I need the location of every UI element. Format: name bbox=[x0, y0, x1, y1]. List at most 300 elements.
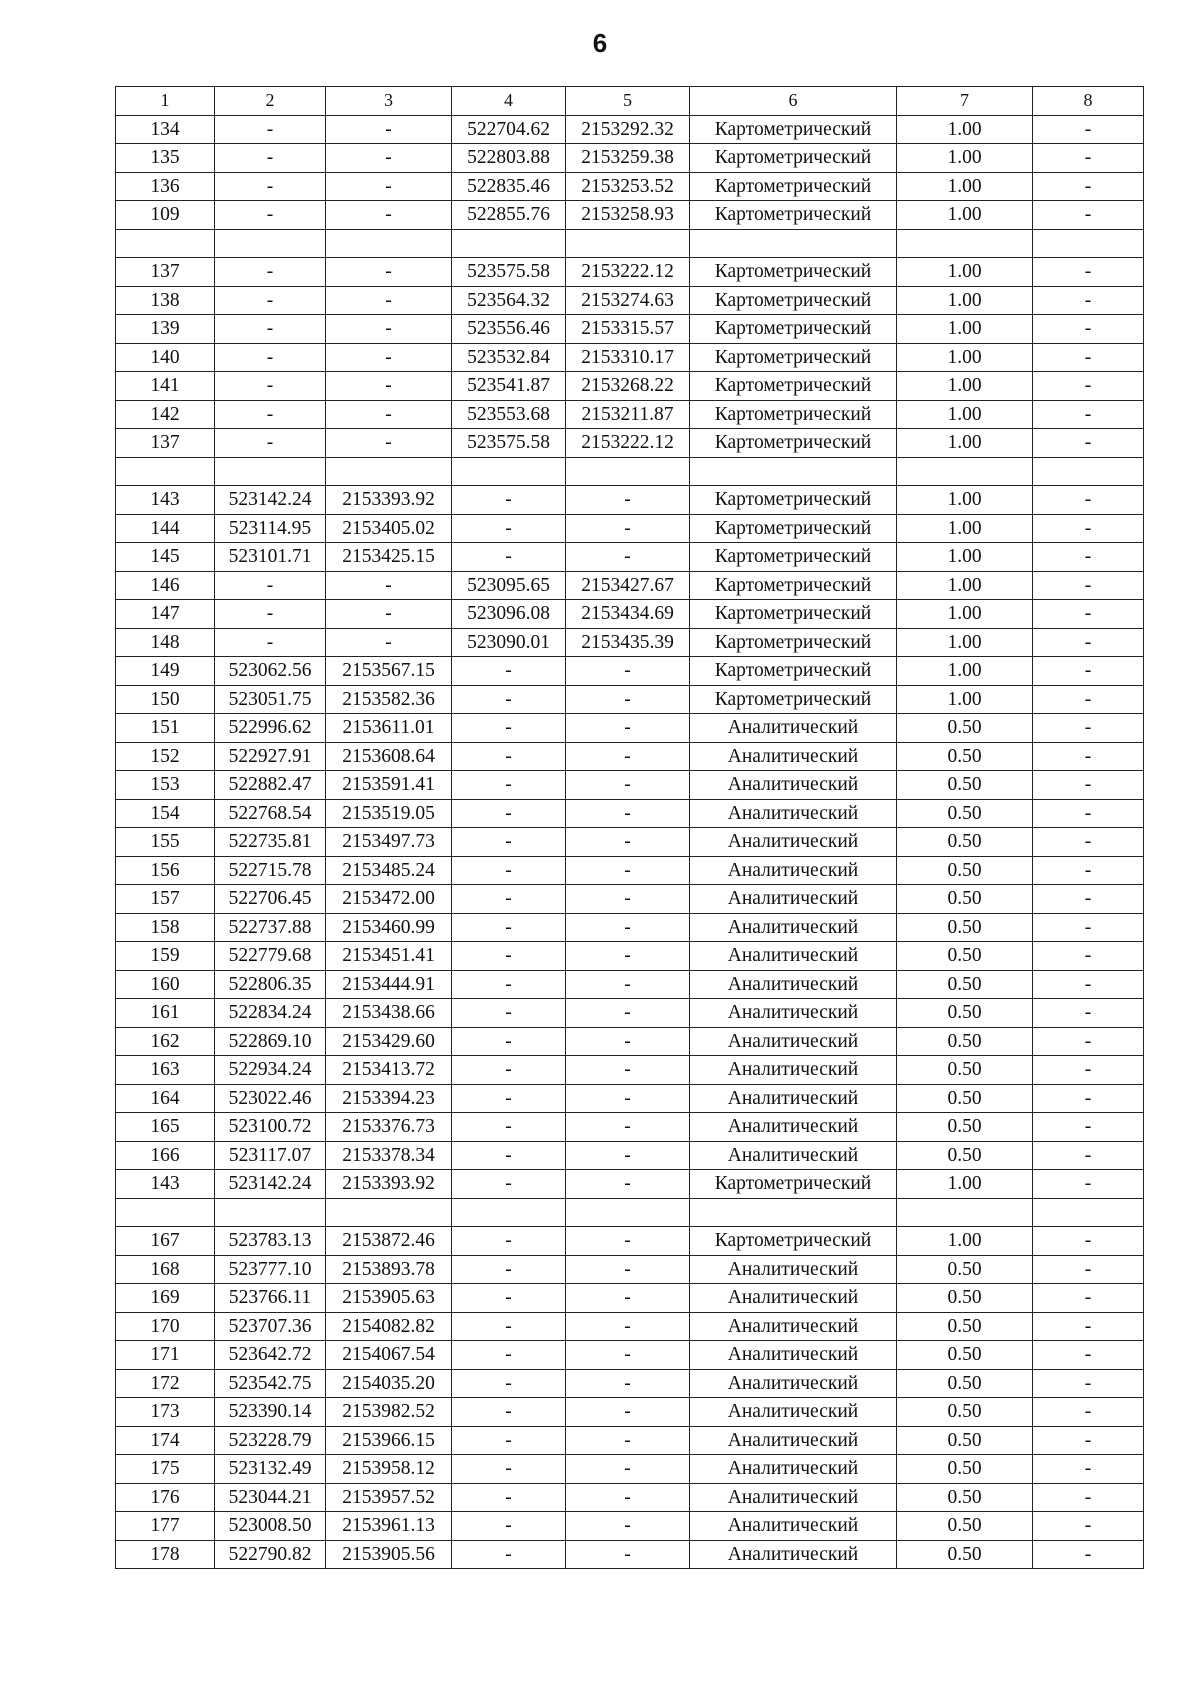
table-cell: 1.00 bbox=[897, 315, 1033, 344]
table-cell: 522768.54 bbox=[215, 799, 326, 828]
table-row bbox=[116, 913, 1144, 942]
table-cell: - bbox=[452, 1255, 566, 1284]
table-cell: - bbox=[326, 286, 452, 315]
table-cell: Аналитический bbox=[690, 1312, 897, 1341]
table-cell: Аналитический bbox=[690, 999, 897, 1028]
table-row bbox=[116, 429, 1144, 458]
table-cell: 170 bbox=[116, 1312, 215, 1341]
table-cell: Аналитический bbox=[690, 1398, 897, 1427]
table-cell: Картометрический bbox=[690, 628, 897, 657]
table-cell: 1.00 bbox=[897, 543, 1033, 572]
table-row bbox=[116, 115, 1144, 144]
table-cell: - bbox=[566, 486, 690, 515]
table-cell: - bbox=[566, 1398, 690, 1427]
table-cell: - bbox=[1033, 514, 1144, 543]
table-cell: 0.50 bbox=[897, 942, 1033, 971]
table-cell: 522927.91 bbox=[215, 742, 326, 771]
table-cell: - bbox=[566, 942, 690, 971]
table-cell: - bbox=[452, 1341, 566, 1370]
table-cell: - bbox=[452, 1084, 566, 1113]
table-cell: 0.50 bbox=[897, 1255, 1033, 1284]
table-row bbox=[116, 942, 1144, 971]
table-cell: 145 bbox=[116, 543, 215, 572]
table-cell bbox=[1033, 457, 1144, 486]
table-cell: 0.50 bbox=[897, 1084, 1033, 1113]
table-cell: - bbox=[452, 1369, 566, 1398]
table-cell bbox=[690, 229, 897, 258]
table-cell: 162 bbox=[116, 1027, 215, 1056]
table-cell: 1.00 bbox=[897, 372, 1033, 401]
table-cell: 523051.75 bbox=[215, 685, 326, 714]
table-row bbox=[116, 600, 1144, 629]
table-row bbox=[116, 372, 1144, 401]
table-row bbox=[116, 1027, 1144, 1056]
table-cell: 2153429.60 bbox=[326, 1027, 452, 1056]
table-cell bbox=[566, 1198, 690, 1227]
table-cell: 523142.24 bbox=[215, 1170, 326, 1199]
table-cell bbox=[1033, 1198, 1144, 1227]
table-cell: - bbox=[215, 258, 326, 287]
table-cell: Картометрический bbox=[690, 258, 897, 287]
table-cell: 171 bbox=[116, 1341, 215, 1370]
table-cell: 1.00 bbox=[897, 657, 1033, 686]
table-cell: 2153966.15 bbox=[326, 1426, 452, 1455]
table-cell: 178 bbox=[116, 1540, 215, 1569]
table-cell: 0.50 bbox=[897, 1540, 1033, 1569]
table-cell: 2153222.12 bbox=[566, 258, 690, 287]
table-cell: 2153961.13 bbox=[326, 1512, 452, 1541]
table-cell: - bbox=[215, 628, 326, 657]
table-cell: 2153982.52 bbox=[326, 1398, 452, 1427]
table-cell: 1.00 bbox=[897, 628, 1033, 657]
column-header: 3 bbox=[326, 87, 452, 116]
table-row bbox=[116, 1255, 1144, 1284]
table-cell: 159 bbox=[116, 942, 215, 971]
table-cell: - bbox=[452, 657, 566, 686]
table-row bbox=[116, 1483, 1144, 1512]
table-cell: - bbox=[566, 970, 690, 999]
table-cell: Картометрический bbox=[690, 372, 897, 401]
table-cell: 138 bbox=[116, 286, 215, 315]
table-cell: - bbox=[326, 115, 452, 144]
table-cell: - bbox=[1033, 856, 1144, 885]
table-cell: - bbox=[452, 913, 566, 942]
table-cell: - bbox=[1033, 1027, 1144, 1056]
table-cell: 523044.21 bbox=[215, 1483, 326, 1512]
table-row bbox=[116, 514, 1144, 543]
table-cell: 144 bbox=[116, 514, 215, 543]
table-cell: - bbox=[215, 372, 326, 401]
table-row bbox=[116, 685, 1144, 714]
table-cell: 153 bbox=[116, 771, 215, 800]
table-cell: 2153444.91 bbox=[326, 970, 452, 999]
table-cell: 160 bbox=[116, 970, 215, 999]
table-cell: 137 bbox=[116, 258, 215, 287]
table-cell: 1.00 bbox=[897, 1227, 1033, 1256]
table-cell: - bbox=[1033, 1170, 1144, 1199]
table-cell: 523062.56 bbox=[215, 657, 326, 686]
table-cell: 2153497.73 bbox=[326, 828, 452, 857]
table-cell: 157 bbox=[116, 885, 215, 914]
table-cell: - bbox=[452, 714, 566, 743]
table-cell: - bbox=[1033, 172, 1144, 201]
table-cell: Картометрический bbox=[690, 657, 897, 686]
table-cell: 2153905.56 bbox=[326, 1540, 452, 1569]
table-cell bbox=[897, 457, 1033, 486]
table-cell: 523564.32 bbox=[452, 286, 566, 315]
table-cell: - bbox=[326, 172, 452, 201]
table-cell: - bbox=[452, 999, 566, 1028]
table-cell: 522835.46 bbox=[452, 172, 566, 201]
table-cell: Картометрический bbox=[690, 400, 897, 429]
table-cell: - bbox=[566, 1455, 690, 1484]
table-cell: - bbox=[452, 1227, 566, 1256]
table-cell: 523642.72 bbox=[215, 1341, 326, 1370]
table-cell: 2153315.57 bbox=[566, 315, 690, 344]
table-cell: - bbox=[452, 1483, 566, 1512]
table-cell: Аналитический bbox=[690, 913, 897, 942]
table-cell bbox=[452, 457, 566, 486]
table-cell bbox=[452, 229, 566, 258]
table-cell: Картометрический bbox=[690, 144, 897, 173]
table-cell: - bbox=[1033, 1312, 1144, 1341]
table-cell: - bbox=[566, 1255, 690, 1284]
table-cell: - bbox=[1033, 1084, 1144, 1113]
table-cell: - bbox=[326, 372, 452, 401]
table-row bbox=[116, 714, 1144, 743]
table-row bbox=[116, 742, 1144, 771]
table-cell: 2153485.24 bbox=[326, 856, 452, 885]
table-cell: - bbox=[452, 1056, 566, 1085]
table-cell bbox=[897, 1198, 1033, 1227]
table-cell: Аналитический bbox=[690, 1056, 897, 1085]
table-cell: 523575.58 bbox=[452, 258, 566, 287]
table-cell: 0.50 bbox=[897, 714, 1033, 743]
table-cell: 2153376.73 bbox=[326, 1113, 452, 1142]
table-cell: Картометрический bbox=[690, 172, 897, 201]
table-row bbox=[116, 543, 1144, 572]
table-cell: - bbox=[215, 286, 326, 315]
table-cell: - bbox=[1033, 828, 1144, 857]
table-cell: 2153268.22 bbox=[566, 372, 690, 401]
table-cell: 143 bbox=[116, 486, 215, 515]
table-cell: - bbox=[215, 429, 326, 458]
table-cell: - bbox=[452, 1426, 566, 1455]
table-body bbox=[116, 115, 1144, 1569]
table-cell: 523114.95 bbox=[215, 514, 326, 543]
table-cell: Аналитический bbox=[690, 1455, 897, 1484]
table-cell: 523101.71 bbox=[215, 543, 326, 572]
page-number: 6 bbox=[592, 28, 608, 58]
table-cell bbox=[215, 229, 326, 258]
table-cell: - bbox=[566, 1170, 690, 1199]
table-row bbox=[116, 657, 1144, 686]
table-cell: 523090.01 bbox=[452, 628, 566, 657]
table-cell: Аналитический bbox=[690, 885, 897, 914]
table-cell: 0.50 bbox=[897, 1512, 1033, 1541]
table-cell: - bbox=[566, 685, 690, 714]
table-cell: 158 bbox=[116, 913, 215, 942]
table-cell: 167 bbox=[116, 1227, 215, 1256]
table-cell: 2153451.41 bbox=[326, 942, 452, 971]
table-cell bbox=[566, 457, 690, 486]
table-cell: 2153460.99 bbox=[326, 913, 452, 942]
table-cell: Картометрический bbox=[690, 685, 897, 714]
table-cell: 166 bbox=[116, 1141, 215, 1170]
table-cell: - bbox=[326, 343, 452, 372]
table-row bbox=[116, 885, 1144, 914]
table-row bbox=[116, 799, 1144, 828]
table-cell: 0.50 bbox=[897, 1312, 1033, 1341]
table-cell: 156 bbox=[116, 856, 215, 885]
table-row bbox=[116, 828, 1144, 857]
table-cell: 523783.13 bbox=[215, 1227, 326, 1256]
table-cell bbox=[690, 457, 897, 486]
table-cell: - bbox=[452, 1170, 566, 1199]
table-cell: - bbox=[566, 1056, 690, 1085]
column-header: 4 bbox=[452, 87, 566, 116]
table-cell: Картометрический bbox=[690, 486, 897, 515]
table-cell: - bbox=[1033, 1483, 1144, 1512]
column-header: 5 bbox=[566, 87, 690, 116]
table-cell: 161 bbox=[116, 999, 215, 1028]
table-row bbox=[116, 229, 1144, 258]
table-cell: Аналитический bbox=[690, 1113, 897, 1142]
table-cell: Аналитический bbox=[690, 742, 897, 771]
table-cell: - bbox=[1033, 1369, 1144, 1398]
table-cell: 2153274.63 bbox=[566, 286, 690, 315]
table-cell: 2153434.69 bbox=[566, 600, 690, 629]
table-cell: 2153211.87 bbox=[566, 400, 690, 429]
table-cell: 523132.49 bbox=[215, 1455, 326, 1484]
table-cell: - bbox=[566, 913, 690, 942]
table-cell: - bbox=[1033, 571, 1144, 600]
table-cell: 2153258.93 bbox=[566, 201, 690, 230]
table-cell: 2153394.23 bbox=[326, 1084, 452, 1113]
table-cell: 0.50 bbox=[897, 856, 1033, 885]
table-cell: - bbox=[452, 942, 566, 971]
table-cell: 2154035.20 bbox=[326, 1369, 452, 1398]
table-row bbox=[116, 201, 1144, 230]
table-cell: Аналитический bbox=[690, 1369, 897, 1398]
table-cell: 151 bbox=[116, 714, 215, 743]
table-cell: 155 bbox=[116, 828, 215, 857]
table-cell: - bbox=[566, 999, 690, 1028]
table-cell: - bbox=[1033, 942, 1144, 971]
table-cell: - bbox=[1033, 1398, 1144, 1427]
table-cell: 0.50 bbox=[897, 1426, 1033, 1455]
table-row bbox=[116, 315, 1144, 344]
table-cell: - bbox=[566, 1341, 690, 1370]
column-header: 8 bbox=[1033, 87, 1144, 116]
table-cell: - bbox=[452, 771, 566, 800]
table-cell: 523008.50 bbox=[215, 1512, 326, 1541]
table-cell: 173 bbox=[116, 1398, 215, 1427]
table-cell: - bbox=[1033, 1426, 1144, 1455]
table-cell: 139 bbox=[116, 315, 215, 344]
table-cell: - bbox=[1033, 600, 1144, 629]
table-cell: - bbox=[566, 742, 690, 771]
table-cell: - bbox=[452, 1027, 566, 1056]
table-cell: Аналитический bbox=[690, 1027, 897, 1056]
table-row bbox=[116, 771, 1144, 800]
table-cell: 0.50 bbox=[897, 1341, 1033, 1370]
table-cell: 2153591.41 bbox=[326, 771, 452, 800]
table-cell bbox=[326, 1198, 452, 1227]
table-row bbox=[116, 999, 1144, 1028]
table-cell: 523532.84 bbox=[452, 343, 566, 372]
table-cell: - bbox=[215, 400, 326, 429]
table-cell: 522715.78 bbox=[215, 856, 326, 885]
table-cell: - bbox=[1033, 201, 1144, 230]
table-row bbox=[116, 1312, 1144, 1341]
table-cell: Картометрический bbox=[690, 1227, 897, 1256]
column-header: 7 bbox=[897, 87, 1033, 116]
table-cell: - bbox=[1033, 1455, 1144, 1484]
table-cell: - bbox=[452, 543, 566, 572]
table-row bbox=[116, 571, 1144, 600]
table-cell: - bbox=[215, 144, 326, 173]
table-cell: 0.50 bbox=[897, 1141, 1033, 1170]
table-cell: Картометрический bbox=[690, 1170, 897, 1199]
table-cell: 1.00 bbox=[897, 400, 1033, 429]
table-cell: 0.50 bbox=[897, 771, 1033, 800]
table-cell: - bbox=[1033, 1056, 1144, 1085]
table-cell: Аналитический bbox=[690, 1141, 897, 1170]
table-cell: 0.50 bbox=[897, 828, 1033, 857]
table-cell: 140 bbox=[116, 343, 215, 372]
table-cell: - bbox=[1033, 1113, 1144, 1142]
table-cell: 0.50 bbox=[897, 1113, 1033, 1142]
table-cell: - bbox=[1033, 1341, 1144, 1370]
table-cell: 142 bbox=[116, 400, 215, 429]
table-cell: - bbox=[566, 1113, 690, 1142]
table-cell: 141 bbox=[116, 372, 215, 401]
table-cell: Картометрический bbox=[690, 543, 897, 572]
table-row bbox=[116, 970, 1144, 999]
table-cell: 522706.45 bbox=[215, 885, 326, 914]
table-cell: 164 bbox=[116, 1084, 215, 1113]
table-cell: 0.50 bbox=[897, 885, 1033, 914]
table-cell: - bbox=[215, 600, 326, 629]
table-cell: 2153413.72 bbox=[326, 1056, 452, 1085]
table-cell: - bbox=[452, 1398, 566, 1427]
table-cell: 169 bbox=[116, 1284, 215, 1313]
table-cell: 522855.76 bbox=[452, 201, 566, 230]
table-cell: Аналитический bbox=[690, 942, 897, 971]
table-cell: - bbox=[566, 1084, 690, 1113]
table-cell: 174 bbox=[116, 1426, 215, 1455]
table-row bbox=[116, 400, 1144, 429]
table-cell: - bbox=[566, 1369, 690, 1398]
table-cell: Аналитический bbox=[690, 1512, 897, 1541]
table-cell: 0.50 bbox=[897, 1455, 1033, 1484]
table-cell: 168 bbox=[116, 1255, 215, 1284]
table-cell: 522869.10 bbox=[215, 1027, 326, 1056]
table-cell: 2153393.92 bbox=[326, 1170, 452, 1199]
table-cell: 2153519.05 bbox=[326, 799, 452, 828]
table-cell: 149 bbox=[116, 657, 215, 686]
table-cell: - bbox=[566, 1426, 690, 1455]
table-cell: Аналитический bbox=[690, 970, 897, 999]
table-cell bbox=[897, 229, 1033, 258]
table-row bbox=[116, 1398, 1144, 1427]
table-cell: Картометрический bbox=[690, 115, 897, 144]
table-row bbox=[116, 286, 1144, 315]
table-cell: 2153611.01 bbox=[326, 714, 452, 743]
table-cell: 522803.88 bbox=[452, 144, 566, 173]
table-cell: 2153253.52 bbox=[566, 172, 690, 201]
table-cell: - bbox=[452, 1512, 566, 1541]
table-cell: 0.50 bbox=[897, 1027, 1033, 1056]
table-cell: - bbox=[1033, 429, 1144, 458]
table-cell: - bbox=[1033, 799, 1144, 828]
table-cell: 2153872.46 bbox=[326, 1227, 452, 1256]
table-cell: - bbox=[1033, 343, 1144, 372]
table-cell: - bbox=[326, 258, 452, 287]
table-cell: - bbox=[326, 571, 452, 600]
table-row bbox=[116, 343, 1144, 372]
table-cell: 143 bbox=[116, 1170, 215, 1199]
table-cell: 150 bbox=[116, 685, 215, 714]
table-row bbox=[116, 1426, 1144, 1455]
table-cell: 0.50 bbox=[897, 999, 1033, 1028]
table-cell: 2153438.66 bbox=[326, 999, 452, 1028]
table-cell: - bbox=[326, 600, 452, 629]
table-cell: 2153427.67 bbox=[566, 571, 690, 600]
table-row bbox=[116, 628, 1144, 657]
table-cell: - bbox=[1033, 1227, 1144, 1256]
table-cell: 523142.24 bbox=[215, 486, 326, 515]
table-row bbox=[116, 1369, 1144, 1398]
table-cell: 109 bbox=[116, 201, 215, 230]
table-cell: - bbox=[215, 172, 326, 201]
table-row bbox=[116, 1056, 1144, 1085]
table-cell: - bbox=[326, 628, 452, 657]
table-cell: 2153222.12 bbox=[566, 429, 690, 458]
table-cell: 523100.72 bbox=[215, 1113, 326, 1142]
table-cell: - bbox=[1033, 286, 1144, 315]
table-row bbox=[116, 1540, 1144, 1569]
table-row bbox=[116, 1284, 1144, 1313]
table-cell: 147 bbox=[116, 600, 215, 629]
table-cell bbox=[690, 1198, 897, 1227]
table-cell: - bbox=[1033, 970, 1144, 999]
table-cell bbox=[116, 1198, 215, 1227]
table-cell: 523542.75 bbox=[215, 1369, 326, 1398]
table-cell bbox=[326, 229, 452, 258]
table-cell: - bbox=[1033, 1284, 1144, 1313]
table-cell: 0.50 bbox=[897, 970, 1033, 999]
table-cell: 1.00 bbox=[897, 172, 1033, 201]
table-row bbox=[116, 457, 1144, 486]
table-cell: - bbox=[452, 1455, 566, 1484]
table-cell: - bbox=[452, 514, 566, 543]
table-cell: - bbox=[452, 486, 566, 515]
table-cell: - bbox=[452, 828, 566, 857]
table-cell: Картометрический bbox=[690, 514, 897, 543]
table-row bbox=[116, 1113, 1144, 1142]
table-cell: 522779.68 bbox=[215, 942, 326, 971]
table-cell: 522735.81 bbox=[215, 828, 326, 857]
table-cell: - bbox=[566, 543, 690, 572]
table-cell: 0.50 bbox=[897, 1398, 1033, 1427]
table-cell: 1.00 bbox=[897, 258, 1033, 287]
table-cell: 2153405.02 bbox=[326, 514, 452, 543]
table-cell: - bbox=[326, 144, 452, 173]
table-cell: Аналитический bbox=[690, 799, 897, 828]
table-cell: 1.00 bbox=[897, 514, 1033, 543]
